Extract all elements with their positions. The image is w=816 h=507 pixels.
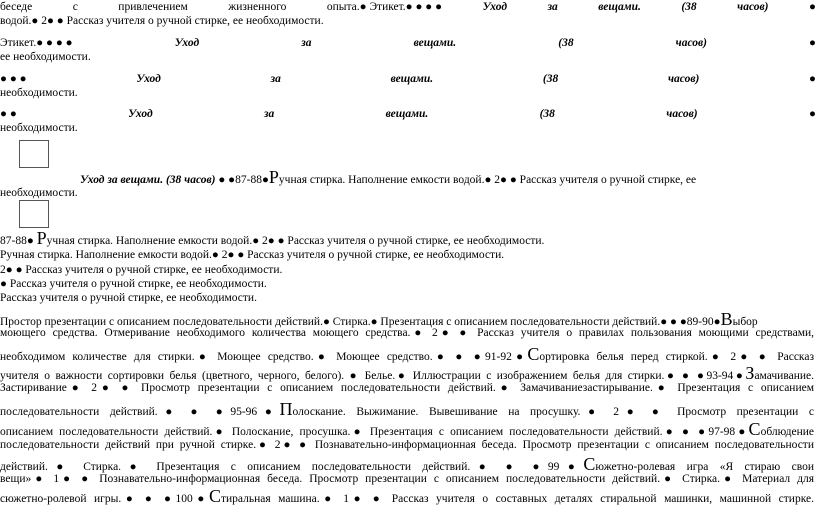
drop-cap: С — [748, 419, 761, 439]
block4-line1 — [0, 107, 816, 122]
text: необходимом количестве для стирки.● Моющее средство.● Моющее средство.● ● ●91-92● — [0, 351, 528, 363]
block6-line4: ● Рассказ учителя о ручной стирке, ее необходимости. — [0, 278, 267, 290]
para-line3 — [0, 344, 814, 365]
word: опыта.● Этикет.● ● ● ● — [326, 1, 443, 13]
heading-word: (38 — [681, 1, 697, 13]
heading-word: вещами. — [413, 37, 457, 49]
block1-line1 — [0, 0, 816, 15]
drop-cap: З — [745, 363, 755, 383]
heading-word: часов) — [737, 1, 769, 13]
text: учная стирка. Наполнение емкости водой. — [278, 174, 485, 186]
heading-word: за — [547, 1, 558, 13]
block3-line2: необходимости. — [0, 87, 78, 99]
word: ● ● ● — [0, 73, 27, 85]
bullets: ● ●87-88● — [218, 174, 269, 186]
heading-word: Уход — [136, 73, 161, 85]
block6-line3: 2● ● Рассказ учителя о ручной стирке, ее необходимости. — [0, 264, 283, 276]
heading-word: (38 — [542, 73, 559, 85]
para-line5: Застиривание● 2● ● Просмотр презентации с описанием последовательности действий.● Замачиваниезастирывание.● Презентация с описанием — [0, 382, 814, 394]
word: Этикет.● ● ● ● — [0, 37, 73, 49]
heading-word: Уход — [128, 108, 153, 120]
text: облюдение — [760, 426, 814, 438]
image-placeholder — [19, 200, 49, 228]
heading-word: за — [270, 73, 281, 85]
block3-line1 — [0, 72, 816, 87]
block2-line1 — [0, 36, 816, 51]
text: последовательности действий.● ● ●95-96● — [0, 406, 280, 418]
word: ● ● — [0, 108, 17, 120]
block1-line2: водой.● 2● ● Рассказ учителя о ручной стирке, ее необходимости. — [0, 15, 324, 27]
drop-cap: С — [583, 454, 596, 474]
bullet: ● — [808, 108, 816, 120]
para-line8: последовательности действий при ручной стирке.● 2● ● Познавательно-информационная беседа. Просмотр презентации с описанием последовательности — [0, 439, 814, 451]
heading-word: Уход — [174, 37, 200, 49]
word: с — [72, 1, 78, 13]
heading-word: (38 — [558, 37, 574, 49]
word: беседе — [0, 1, 33, 13]
text: сюжетно-ролевой игры.● ● ●100● — [0, 493, 209, 505]
block2-line2: ее необходимости. — [0, 51, 91, 63]
drop-cap: Р — [268, 167, 279, 187]
heading-word: часов) — [667, 73, 700, 85]
text: учная стирка. Наполнение емкости водой. — [46, 235, 253, 247]
bullet: ● — [808, 1, 816, 13]
heading-word: Уход — [482, 1, 508, 13]
block4-line2: необходимости. — [0, 122, 78, 134]
para-line6 — [0, 399, 814, 420]
text: действий.● Стирка.● Презентация с описанием последовательности действий.● ● ●99● — [0, 461, 584, 473]
text: 87-88● — [0, 235, 37, 247]
block5-line2: необходимости. — [0, 187, 78, 199]
section-heading: Уход за вещами. (38 часов) — [80, 174, 216, 186]
text: Простор презентации с описанием последовательности действий.● Стирка.● Презентация с описанием последовательности действий.● ● ●89-90● — [0, 316, 721, 328]
text: учителя о важности сортировки белья (цветного, черного, белого). ● Белье.● Иллюстрации с изображением белья для стирки.● ● ●93-94● — [0, 370, 746, 382]
text: ыбор — [732, 316, 758, 328]
heading-word: за — [264, 108, 275, 120]
heading-word: вещами. — [390, 73, 434, 85]
heading-word: (38 — [539, 108, 555, 120]
text: амачивание. — [754, 370, 814, 382]
text: ● 2● ● Рассказ учителя о ручной стирке, ее необходимости. — [252, 235, 545, 247]
bullet: ● — [809, 37, 816, 49]
drop-cap: П — [279, 399, 293, 419]
text: тиральная машина.● 1● ● Рассказ учителя о составных деталях стиральной машинки, машинной стирке. — [221, 493, 814, 505]
block6-line2: Ручная стирка. Наполнение емкости водой.● 2● ● Рассказ учителя о ручной стирке, ее необходимости. — [0, 249, 505, 261]
text: ● 2● ● Рассказ учителя о ручной стирке, ее — [484, 174, 697, 186]
para-line2: моющего средства. Отмеривание необходимого количества моющего средства.● 2● ● Рассказ учителя о правилах пользования моющими средствами, — [0, 327, 814, 339]
para-line11 — [0, 486, 814, 507]
text: описанием последовательности действий.● Полоскание, просушка.● Презентация с описанием последовательности действий.● ● ●97-98● — [0, 426, 749, 438]
word: жизненного — [228, 1, 287, 13]
block6-line1 — [0, 228, 816, 249]
drop-cap: Р — [36, 228, 47, 248]
drop-cap: В — [720, 309, 733, 329]
heading-word: за — [301, 37, 312, 49]
text: ортировка белья перед стиркой.● 2● ● Рассказ — [539, 351, 814, 363]
bullet: ● — [809, 73, 816, 85]
image-placeholder — [19, 140, 49, 168]
text: южетно-ролевая игра «Я стираю свои — [595, 461, 815, 473]
heading-word: часов) — [675, 37, 707, 49]
heading-word: вещами. — [385, 108, 429, 120]
drop-cap: С — [208, 486, 221, 506]
block6-line5: Рассказ учителя о ручной стирке, ее необходимости. — [0, 292, 257, 304]
heading-word: часов) — [666, 108, 698, 120]
para-line10: вещи»● 1● ● Познавательно-информационная беседа. Просмотр презентации с описанием последовательности действий.● Стирка.● Материал для — [0, 473, 814, 485]
drop-cap: С — [527, 344, 540, 364]
text: олоскание. Выжимание. Вывешивание на просушку.● 2● ● Просмотр презентации с — [292, 406, 814, 418]
heading-word: вещами. — [598, 1, 641, 13]
word: привлечением — [118, 1, 188, 13]
